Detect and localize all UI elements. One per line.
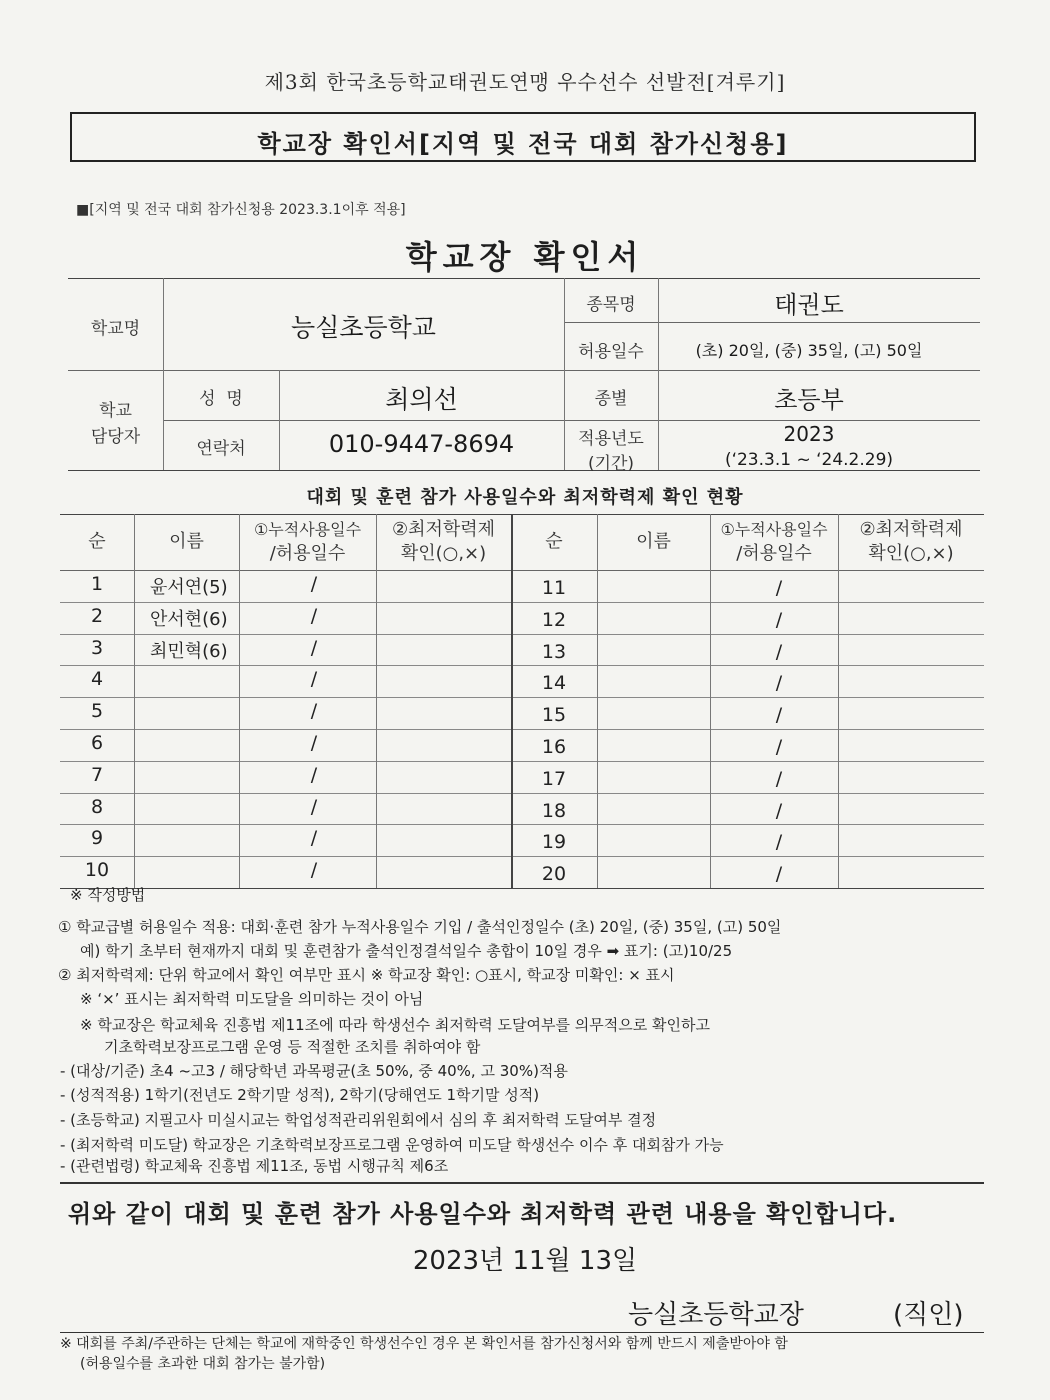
manager-label-1: 학교 [99, 401, 132, 421]
event-title: 제3회 한국초등학교태권도연맹 우수선수 선발전[겨루기] [264, 70, 786, 94]
method-line-9: - (초등학교) 지필고사 미실시교는 학업성적관리위원회에서 심의 후 최저학력 도달여부 결정 [60, 1111, 657, 1129]
method-line-10: - (최저학력 미도달) 학교장은 기초학력보장프로그램 운영하여 미도달 학생선수 이수 후 대회참가 가능 [60, 1136, 724, 1154]
division-label: 종별 [594, 389, 628, 409]
days-slash: / [775, 609, 783, 631]
row-number: 18 [541, 800, 567, 822]
header-min-left-2: 확인(○,×) [400, 543, 487, 564]
row-number: 10 [84, 859, 110, 881]
method-line-5: ※ 학교장은 학교체육 진흥법 제11조에 따라 학생선수 최저학력 도달여부를 의무적으로 확인하고 [80, 1016, 710, 1034]
method-line-11: - (관련법령) 학교체육 진흥법 제11조, 동법 시행규칙 제6조 [60, 1157, 449, 1175]
row-number: 7 [90, 764, 104, 786]
days-slash: / [310, 732, 318, 754]
student-name: 안서현(6) [150, 609, 228, 630]
method-line-3: ② 최저학력제: 단위 학교에서 확인 여부만 표시 ※ 학교장 확인: ○표시, 학교장 미확인: × 표시 [58, 966, 675, 984]
header-no-left: 순 [88, 531, 106, 552]
row-number: 4 [90, 668, 104, 690]
method-line-6: 기초학력보장프로그램 운영 등 적절한 조치를 취하여야 함 [104, 1038, 481, 1056]
manager-name-value: 최의선 [385, 385, 458, 414]
days-slash: / [775, 641, 783, 663]
days-slash: / [310, 700, 318, 722]
school-label: 학교명 [90, 319, 141, 339]
header-min-right-1: ②최저학력제 [859, 519, 963, 540]
division-value: 초등부 [774, 386, 844, 414]
header-name-right: 이름 [636, 531, 671, 552]
footer-note-line-1: ※ 대회를 주최/주관하는 단체는 학교에 재학중인 학생선수인 경우 본 확인서를 참가신청서와 함께 반드시 제출받아야 함 [60, 1336, 788, 1352]
days-slash: / [775, 800, 783, 822]
status-heading: 대회 및 훈련 참가 사용일수와 최저학력제 확인 현황 [306, 487, 744, 508]
student-name: 최민혁(6) [150, 641, 228, 662]
method-line-7: - (대상/기준) 초4 ~고3 / 해당학년 과목평균(초 50%, 중 40%, 고 30%)적용 [60, 1062, 568, 1080]
row-number: 16 [541, 736, 567, 758]
principal-signature: 능실초등학교장 [628, 1300, 804, 1330]
days-slash: / [310, 764, 318, 786]
confirm-statement: 위와 같이 대회 및 훈련 참가 사용일수와 최저학력 관련 내용을 확인합니다. [68, 1200, 898, 1228]
row-number: 2 [90, 605, 104, 627]
days-slash: / [775, 577, 783, 599]
manager-label-2: 담당자 [90, 427, 141, 447]
row-number: 11 [541, 577, 567, 599]
year-value: 2023 [783, 422, 835, 446]
method-line-8: - (성적적용) 1학기(전년도 2학기말 성적), 2학기(당해연도 1학기말 성적) [60, 1086, 540, 1104]
days-slash: / [775, 736, 783, 758]
days-slash: / [775, 768, 783, 790]
days-slash: / [310, 668, 318, 690]
name-label: 성 명 [199, 389, 243, 409]
days-slash: / [310, 637, 318, 659]
method-line-2: 예) 학기 초부터 현재까지 대회 및 훈련참가 출석인정결석일수 총합이 10일 경우 ➡ 표기: (고)10/25 [80, 942, 733, 960]
row-number: 5 [90, 700, 104, 722]
row-number: 9 [90, 827, 104, 849]
allowed-days-label: 허용일수 [578, 342, 644, 362]
school-value: 능실초등학교 [291, 313, 436, 342]
row-number: 19 [541, 831, 567, 853]
row-number: 12 [541, 609, 567, 631]
header-days-right-2: /허용일수 [736, 543, 812, 564]
contact-label: 연락처 [196, 439, 246, 459]
header-no-right: 순 [545, 531, 563, 552]
days-slash: / [310, 573, 318, 595]
row-number: 14 [541, 672, 567, 694]
row-number: 3 [90, 637, 104, 659]
row-number: 15 [541, 704, 567, 726]
method-line-1: ① 학교급별 허용일수 적용: 대회·훈련 참가 누적사용일수 기입 / 출석인정일수 (초) 20일, (중) 35일, (고) 50일 [58, 918, 782, 936]
period-value: (‘23.3.1 ~ ‘24.2.29) [724, 450, 894, 470]
days-slash: / [310, 859, 318, 881]
certificate-title: 학교장 확인서 [405, 238, 645, 276]
allowed-days-value: (초) 20일, (중) 35일, (고) 50일 [695, 341, 923, 360]
header-min-left-1: ②최저학력제 [391, 519, 496, 540]
row-number: 8 [90, 796, 104, 818]
header-name-left: 이름 [169, 531, 204, 552]
header-days-right-1: ①누적사용일수 [720, 520, 828, 539]
year-label-2: (기간) [587, 454, 635, 474]
footer-note [60, 1334, 788, 1374]
header-days-left-2: /허용일수 [269, 543, 346, 564]
row-number: 6 [90, 732, 104, 754]
days-slash: / [775, 863, 783, 885]
footer-note-line-2: (허용일수를 초과한 대회 참가는 불가함) [80, 1356, 326, 1372]
issue-date: 2023년 11월 13일 [412, 1246, 638, 1276]
days-slash: / [775, 831, 783, 853]
document-title-box [70, 112, 976, 162]
sport-value: 태권도 [774, 291, 844, 319]
application-note: ■[지역 및 전국 대회 참가신청용 2023.3.1이후 적용] [76, 202, 406, 218]
days-slash: / [310, 827, 318, 849]
row-number: 1 [90, 573, 104, 595]
row-number: 17 [541, 768, 567, 790]
days-slash: / [310, 605, 318, 627]
seal-mark: (직인) [893, 1300, 964, 1330]
days-slash: / [775, 704, 783, 726]
header-days-left-1: ①누적사용일수 [253, 520, 362, 539]
contact-value: 010-9447-8694 [328, 430, 515, 458]
year-label-1: 적용년도 [578, 429, 644, 449]
sport-label: 종목명 [586, 295, 636, 315]
row-number: 20 [541, 863, 567, 885]
header-min-right-2: 확인(○,×) [868, 543, 954, 564]
days-slash: / [775, 672, 783, 694]
days-slash: / [310, 796, 318, 818]
method-line-4: ※ ‘×’ 표시는 최저학력 미도달을 의미하는 것이 아님 [80, 990, 424, 1008]
method-title: ※ 작성방법 [70, 886, 146, 904]
document-title: 학교장 확인서[지역 및 전국 대회 참가신청용] [257, 130, 789, 158]
student-name: 윤서연(5) [150, 577, 228, 598]
row-number: 13 [541, 641, 567, 663]
